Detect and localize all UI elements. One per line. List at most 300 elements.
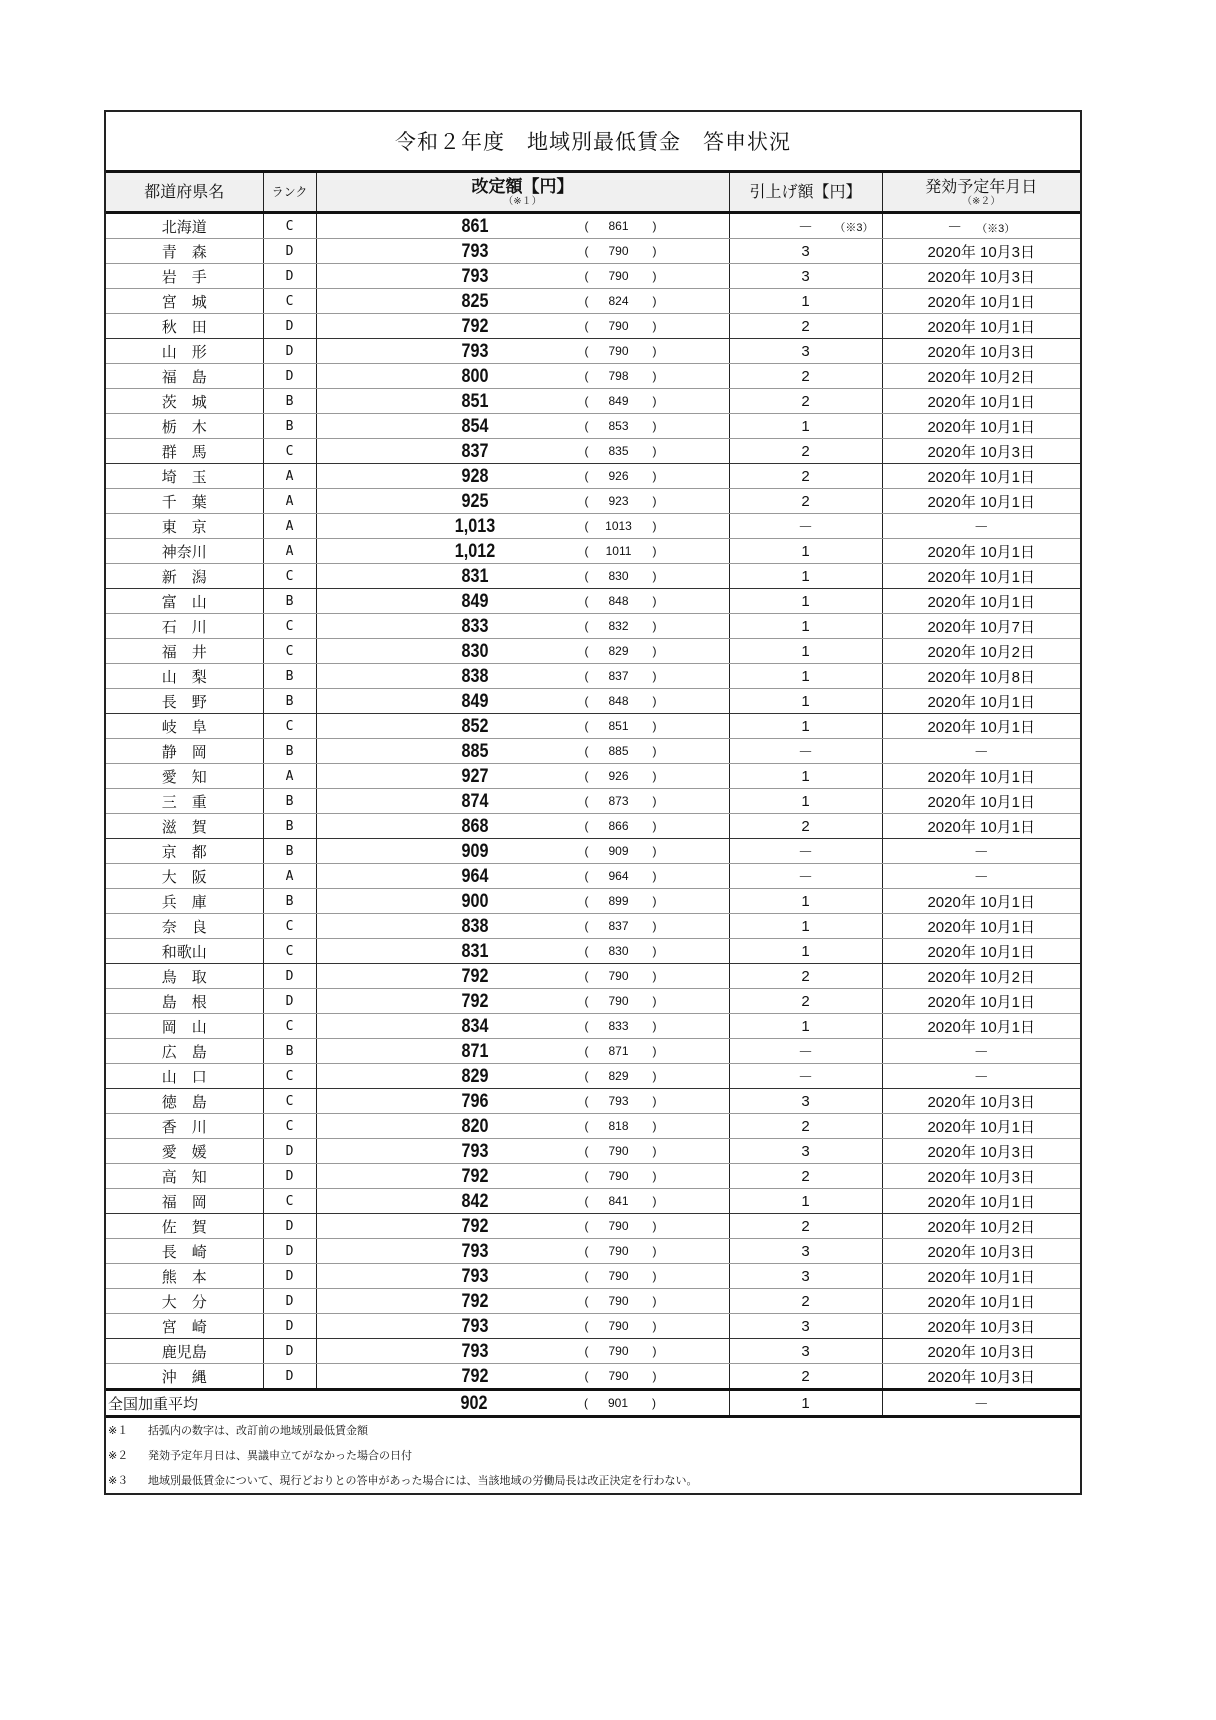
effective-date: 2020年 10月1日 — [882, 814, 1080, 839]
new-amount: 792 — [461, 991, 488, 1012]
prefecture-name: 鳥 取 — [106, 964, 263, 989]
increase: － — [729, 739, 882, 764]
amount-cell: 838 ( 837 ) — [316, 664, 729, 689]
table-row — [106, 239, 1080, 264]
increase: 3 — [729, 339, 882, 364]
increase: 2 — [729, 814, 882, 839]
amount-cell: 861 ( 861 ) — [316, 213, 729, 239]
prefecture-name: 群 馬 — [106, 439, 263, 464]
increase: － — [729, 514, 882, 539]
table-row — [106, 1064, 1080, 1089]
new-amount: 854 — [461, 416, 488, 437]
total-row — [106, 1390, 1080, 1417]
new-amount: 849 — [461, 591, 488, 612]
prefecture-name: 沖 縄 — [106, 1364, 263, 1390]
effective-date: 2020年 10月1日 — [882, 1264, 1080, 1289]
table-row — [106, 264, 1080, 289]
table-row — [106, 314, 1080, 339]
new-amount: 871 — [461, 1041, 488, 1062]
new-amount: 820 — [461, 1116, 488, 1137]
total-amount-cell: 902 ( 901 ) — [316, 1390, 729, 1417]
increase: 1 — [729, 914, 882, 939]
rank: A — [263, 514, 316, 539]
new-amount: 792 — [461, 1216, 488, 1237]
table-body — [106, 213, 1080, 1390]
prefecture-name: 長 野 — [106, 689, 263, 714]
amount-cell: 796 ( 793 ) — [316, 1089, 729, 1114]
table-row — [106, 639, 1080, 664]
new-amount: 793 — [461, 1266, 488, 1287]
increase: 2 — [729, 489, 882, 514]
amount-cell: 927 ( 926 ) — [316, 764, 729, 789]
new-amount: 829 — [461, 1066, 488, 1087]
new-amount: 838 — [461, 916, 488, 937]
effective-date: － — [882, 864, 1080, 889]
new-amount: 793 — [461, 341, 488, 362]
rank: A — [263, 489, 316, 514]
prefecture-name: 青 森 — [106, 239, 263, 264]
increase: 1 — [729, 764, 882, 789]
rank: B — [263, 739, 316, 764]
new-amount: 793 — [461, 241, 488, 262]
amount-cell: 837 ( 835 ) — [316, 439, 729, 464]
minimum-wage-sheet — [104, 110, 1082, 1495]
rank: D — [263, 1264, 316, 1289]
new-amount: 885 — [461, 741, 488, 762]
header-rank: ランク — [263, 173, 316, 213]
amount-cell: 842 ( 841 ) — [316, 1189, 729, 1214]
effective-date: 2020年 10月1日 — [882, 389, 1080, 414]
prefecture-name: 鹿児島 — [106, 1339, 263, 1364]
table-row — [106, 1289, 1080, 1314]
prefecture-name: 宮 崎 — [106, 1314, 263, 1339]
rank: D — [263, 989, 316, 1014]
amount-cell: 868 ( 866 ) — [316, 814, 729, 839]
prefecture-name: 茨 城 — [106, 389, 263, 414]
increase: 1 — [729, 289, 882, 314]
increase: 2 — [729, 314, 882, 339]
header-increase: 引上げ額【円】 — [729, 173, 882, 213]
rank: C — [263, 1189, 316, 1214]
increase: 2 — [729, 364, 882, 389]
table-row — [106, 1264, 1080, 1289]
table-row — [106, 489, 1080, 514]
increase: 3 — [729, 1314, 882, 1339]
effective-date: 2020年 10月3日 — [882, 264, 1080, 289]
effective-date: 2020年 10月1日 — [882, 314, 1080, 339]
new-amount: 927 — [461, 766, 488, 787]
amount-cell: 792 ( 790 ) — [316, 1364, 729, 1390]
effective-date: 2020年 10月1日 — [882, 489, 1080, 514]
footnote-3: ※３ 地域別最低賃金について、現行どおりとの答申があった場合には、当該地域の労働局長は改正決定を行わない。 — [108, 1474, 698, 1487]
new-amount: 868 — [461, 816, 488, 837]
effective-date: 2020年 10月1日 — [882, 914, 1080, 939]
rank: D — [263, 964, 316, 989]
table-row — [106, 839, 1080, 864]
prefecture-name: 高 知 — [106, 1164, 263, 1189]
table-row — [106, 439, 1080, 464]
effective-date: 2020年 10月2日 — [882, 364, 1080, 389]
prefecture-name: 山 口 — [106, 1064, 263, 1089]
amount-cell: 792 ( 790 ) — [316, 989, 729, 1014]
amount-cell: 852 ( 851 ) — [316, 714, 729, 739]
table-row — [106, 539, 1080, 564]
table-row — [106, 664, 1080, 689]
amount-cell: 1,012 ( 1011 ) — [316, 539, 729, 564]
effective-date: 2020年 10月3日 — [882, 1089, 1080, 1114]
rank: A — [263, 539, 316, 564]
new-amount: 837 — [461, 441, 488, 462]
table-row — [106, 589, 1080, 614]
header-amount: 改定額【円】 （※１） — [316, 173, 729, 213]
effective-date: 2020年 10月1日 — [882, 1289, 1080, 1314]
prefecture-name: 栃 木 — [106, 414, 263, 439]
increase: 1 — [729, 664, 882, 689]
new-amount: 1,013 — [454, 516, 495, 537]
rank: D — [263, 314, 316, 339]
prefecture-name: 三 重 — [106, 789, 263, 814]
effective-date: 2020年 10月2日 — [882, 1214, 1080, 1239]
prefecture-name: 福 井 — [106, 639, 263, 664]
new-amount: 792 — [461, 1166, 488, 1187]
effective-date: 2020年 10月3日 — [882, 1164, 1080, 1189]
increase: 3 — [729, 1089, 882, 1114]
rank: C — [263, 914, 316, 939]
effective-date: 2020年 10月7日 — [882, 614, 1080, 639]
rank: B — [263, 414, 316, 439]
prefecture-name: 石 川 — [106, 614, 263, 639]
prefecture-name: 滋 賀 — [106, 814, 263, 839]
new-amount: 831 — [461, 566, 488, 587]
effective-date: － — [882, 739, 1080, 764]
prefecture-name: 徳 島 — [106, 1089, 263, 1114]
effective-date: 2020年 10月3日 — [882, 1364, 1080, 1390]
amount-cell: 792 ( 790 ) — [316, 314, 729, 339]
effective-date: 2020年 10月8日 — [882, 664, 1080, 689]
prefecture-name: 福 島 — [106, 364, 263, 389]
new-amount: 874 — [461, 791, 488, 812]
effective-date: 2020年 10月1日 — [882, 464, 1080, 489]
increase: 1 — [729, 714, 882, 739]
increase: 3 — [729, 1139, 882, 1164]
amount-cell: 834 ( 833 ) — [316, 1014, 729, 1039]
amount-cell: 849 ( 848 ) — [316, 589, 729, 614]
prefecture-name: 山 形 — [106, 339, 263, 364]
prefecture-name: 神奈川 — [106, 539, 263, 564]
amount-cell: 830 ( 829 ) — [316, 639, 729, 664]
increase: 1 — [729, 1189, 882, 1214]
new-amount: 792 — [461, 966, 488, 987]
prefecture-name: 福 岡 — [106, 1189, 263, 1214]
rank: C — [263, 564, 316, 589]
amount-cell: 854 ( 853 ) — [316, 414, 729, 439]
rank: A — [263, 764, 316, 789]
table-row — [106, 739, 1080, 764]
rank: A — [263, 864, 316, 889]
new-amount: 830 — [461, 641, 488, 662]
sheet-title: 令和２年度 地域別最低賃金 答申状況 — [106, 112, 1080, 173]
prefecture-name: 埼 玉 — [106, 464, 263, 489]
new-amount: 834 — [461, 1016, 488, 1037]
increase: 1 — [729, 614, 882, 639]
table-row — [106, 414, 1080, 439]
effective-date: 2020年 10月1日 — [882, 1114, 1080, 1139]
prefecture-name: 山 梨 — [106, 664, 263, 689]
new-amount: 1,012 — [454, 541, 495, 562]
effective-date: 2020年 10月3日 — [882, 1314, 1080, 1339]
increase: 1 — [729, 414, 882, 439]
increase: － — [729, 1039, 882, 1064]
amount-cell: 831 ( 830 ) — [316, 939, 729, 964]
prefecture-name: 岐 阜 — [106, 714, 263, 739]
new-amount: 909 — [461, 841, 488, 862]
rank: D — [263, 239, 316, 264]
rank: C — [263, 939, 316, 964]
prefecture-name: 大 分 — [106, 1289, 263, 1314]
effective-date: 2020年 10月1日 — [882, 689, 1080, 714]
amount-cell: 793 ( 790 ) — [316, 339, 729, 364]
rank: B — [263, 1039, 316, 1064]
table-row — [106, 1139, 1080, 1164]
table-row — [106, 213, 1080, 239]
prefecture-name: 岩 手 — [106, 264, 263, 289]
effective-date: 2020年 10月3日 — [882, 239, 1080, 264]
amount-cell: 793 ( 790 ) — [316, 239, 729, 264]
rank: D — [263, 264, 316, 289]
rank: C — [263, 714, 316, 739]
prefecture-name: 熊 本 — [106, 1264, 263, 1289]
new-amount: 792 — [461, 1366, 488, 1387]
rank: B — [263, 789, 316, 814]
effective-date: 2020年 10月1日 — [882, 889, 1080, 914]
increase: 2 — [729, 1364, 882, 1390]
increase: 2 — [729, 1214, 882, 1239]
amount-cell: 900 ( 899 ) — [316, 889, 729, 914]
table-row — [106, 339, 1080, 364]
table-row — [106, 1164, 1080, 1189]
new-amount: 825 — [461, 291, 488, 312]
increase: － — [729, 864, 882, 889]
rank: B — [263, 664, 316, 689]
new-amount: 861 — [461, 216, 488, 237]
table-row — [106, 514, 1080, 539]
increase: － — [729, 839, 882, 864]
effective-date: 2020年 10月1日 — [882, 939, 1080, 964]
increase-note: （※3） — [834, 222, 874, 234]
table-row — [106, 1314, 1080, 1339]
increase: 2 — [729, 439, 882, 464]
new-amount: 793 — [461, 266, 488, 287]
rank: C — [263, 289, 316, 314]
prefecture-name: 富 山 — [106, 589, 263, 614]
prefecture-name: 奈 良 — [106, 914, 263, 939]
table-row — [106, 389, 1080, 414]
table-row — [106, 464, 1080, 489]
amount-cell: 792 ( 790 ) — [316, 964, 729, 989]
table-row — [106, 964, 1080, 989]
rank: D — [263, 1364, 316, 1390]
new-amount: 800 — [461, 366, 488, 387]
rank: C — [263, 614, 316, 639]
amount-cell: 831 ( 830 ) — [316, 564, 729, 589]
amount-cell: 793 ( 790 ) — [316, 1139, 729, 1164]
effective-date: － — [882, 514, 1080, 539]
effective-date: － （※3） — [882, 213, 1080, 239]
new-amount: 852 — [461, 716, 488, 737]
increase: 2 — [729, 1114, 882, 1139]
table-row — [106, 939, 1080, 964]
new-amount: 833 — [461, 616, 488, 637]
total-date: － — [882, 1390, 1080, 1417]
new-amount: 793 — [461, 1141, 488, 1162]
effective-date: 2020年 10月1日 — [882, 414, 1080, 439]
prefecture-name: 宮 城 — [106, 289, 263, 314]
new-amount: 849 — [461, 691, 488, 712]
prefecture-name: 兵 庫 — [106, 889, 263, 914]
increase: 2 — [729, 464, 882, 489]
prefecture-name: 秋 田 — [106, 314, 263, 339]
rank: D — [263, 1139, 316, 1164]
amount-cell: 838 ( 837 ) — [316, 914, 729, 939]
table-row — [106, 764, 1080, 789]
table-row — [106, 564, 1080, 589]
rank: C — [263, 1114, 316, 1139]
effective-date: 2020年 10月3日 — [882, 1339, 1080, 1364]
rank: D — [263, 339, 316, 364]
rank: B — [263, 889, 316, 914]
table-row — [106, 1189, 1080, 1214]
rank: D — [263, 1314, 316, 1339]
prefecture-name: 広 島 — [106, 1039, 263, 1064]
prefecture-name: 新 潟 — [106, 564, 263, 589]
new-amount: 831 — [461, 941, 488, 962]
prefecture-name: 長 崎 — [106, 1239, 263, 1264]
increase: 3 — [729, 239, 882, 264]
new-amount: 838 — [461, 666, 488, 687]
prefecture-name: 岡 山 — [106, 1014, 263, 1039]
prefecture-name: 東 京 — [106, 514, 263, 539]
amount-cell: 928 ( 926 ) — [316, 464, 729, 489]
prefecture-name: 島 根 — [106, 989, 263, 1014]
rank: D — [263, 1339, 316, 1364]
effective-date: 2020年 10月1日 — [882, 539, 1080, 564]
amount-cell: 792 ( 790 ) — [316, 1164, 729, 1189]
effective-date: 2020年 10月3日 — [882, 1239, 1080, 1264]
amount-cell: 820 ( 818 ) — [316, 1114, 729, 1139]
increase: 2 — [729, 1164, 882, 1189]
effective-date: 2020年 10月1日 — [882, 564, 1080, 589]
increase: 3 — [729, 1264, 882, 1289]
effective-date: 2020年 10月2日 — [882, 639, 1080, 664]
table-row — [106, 1239, 1080, 1264]
new-amount: 842 — [461, 1191, 488, 1212]
amount-cell: 793 ( 790 ) — [316, 1239, 729, 1264]
increase: 2 — [729, 989, 882, 1014]
table-row — [106, 1014, 1080, 1039]
prefecture-name: 静 岡 — [106, 739, 263, 764]
new-amount: 793 — [461, 1316, 488, 1337]
amount-cell: 874 ( 873 ) — [316, 789, 729, 814]
table-row — [106, 714, 1080, 739]
prefecture-name: 佐 賀 — [106, 1214, 263, 1239]
amount-cell: 793 ( 790 ) — [316, 1339, 729, 1364]
increase: 1 — [729, 564, 882, 589]
effective-date: 2020年 10月1日 — [882, 589, 1080, 614]
increase: － — [729, 1064, 882, 1089]
footnote-2: ※２ 発効予定年月日は、異議申立てがなかった場合の日付 — [108, 1449, 412, 1462]
amount-cell: 792 ( 790 ) — [316, 1214, 729, 1239]
effective-date: 2020年 10月1日 — [882, 989, 1080, 1014]
table-row — [106, 989, 1080, 1014]
rank: D — [263, 1164, 316, 1189]
new-amount: 925 — [461, 491, 488, 512]
increase: 2 — [729, 964, 882, 989]
new-amount: 793 — [461, 1341, 488, 1362]
amount-cell: 1,013 ( 1013 ) — [316, 514, 729, 539]
table-row — [106, 1039, 1080, 1064]
prefecture-name: 千 葉 — [106, 489, 263, 514]
table-row — [106, 889, 1080, 914]
effective-date: 2020年 10月3日 — [882, 1139, 1080, 1164]
amount-cell: 792 ( 790 ) — [316, 1289, 729, 1314]
rank: D — [263, 1289, 316, 1314]
footnotes — [106, 1418, 1080, 1493]
table-row — [106, 1364, 1080, 1390]
total-increase: 1 — [729, 1390, 882, 1417]
amount-cell: 833 ( 832 ) — [316, 614, 729, 639]
amount-cell: 871 ( 871 ) — [316, 1039, 729, 1064]
rank: D — [263, 1239, 316, 1264]
effective-date: 2020年 10月1日 — [882, 1014, 1080, 1039]
increase: 3 — [729, 1339, 882, 1364]
table-row — [106, 614, 1080, 639]
effective-date: 2020年 10月2日 — [882, 964, 1080, 989]
date-note: （※3） — [976, 222, 1016, 235]
header-row — [106, 173, 1080, 213]
table-row — [106, 1089, 1080, 1114]
amount-cell: 964 ( 964 ) — [316, 864, 729, 889]
effective-date: 2020年 10月1日 — [882, 789, 1080, 814]
total-label: 全国加重平均 — [106, 1390, 316, 1417]
increase: 2 — [729, 1289, 882, 1314]
table-row — [106, 1114, 1080, 1139]
effective-date: 2020年 10月3日 — [882, 439, 1080, 464]
table-row — [106, 689, 1080, 714]
effective-date: － — [882, 1064, 1080, 1089]
increase: 1 — [729, 889, 882, 914]
amount-cell: 793 ( 790 ) — [316, 1264, 729, 1289]
header-prefecture: 都道府県名 — [106, 173, 263, 213]
table-row — [106, 1214, 1080, 1239]
amount-cell: 800 ( 798 ) — [316, 364, 729, 389]
new-amount: 928 — [461, 466, 488, 487]
amount-cell: 909 ( 909 ) — [316, 839, 729, 864]
prefecture-name: 和歌山 — [106, 939, 263, 964]
rank: C — [263, 1089, 316, 1114]
new-amount: 851 — [461, 391, 488, 412]
rank: C — [263, 1064, 316, 1089]
new-amount: 792 — [461, 1291, 488, 1312]
prefecture-name: 大 阪 — [106, 864, 263, 889]
rank: B — [263, 389, 316, 414]
amount-cell: 849 ( 848 ) — [316, 689, 729, 714]
rank: C — [263, 1014, 316, 1039]
effective-date: － — [882, 1039, 1080, 1064]
prefecture-name: 北海道 — [106, 213, 263, 239]
header-effective-date: 発効予定年月日 （※２） — [882, 173, 1080, 213]
prefecture-name: 愛 知 — [106, 764, 263, 789]
table-row — [106, 914, 1080, 939]
